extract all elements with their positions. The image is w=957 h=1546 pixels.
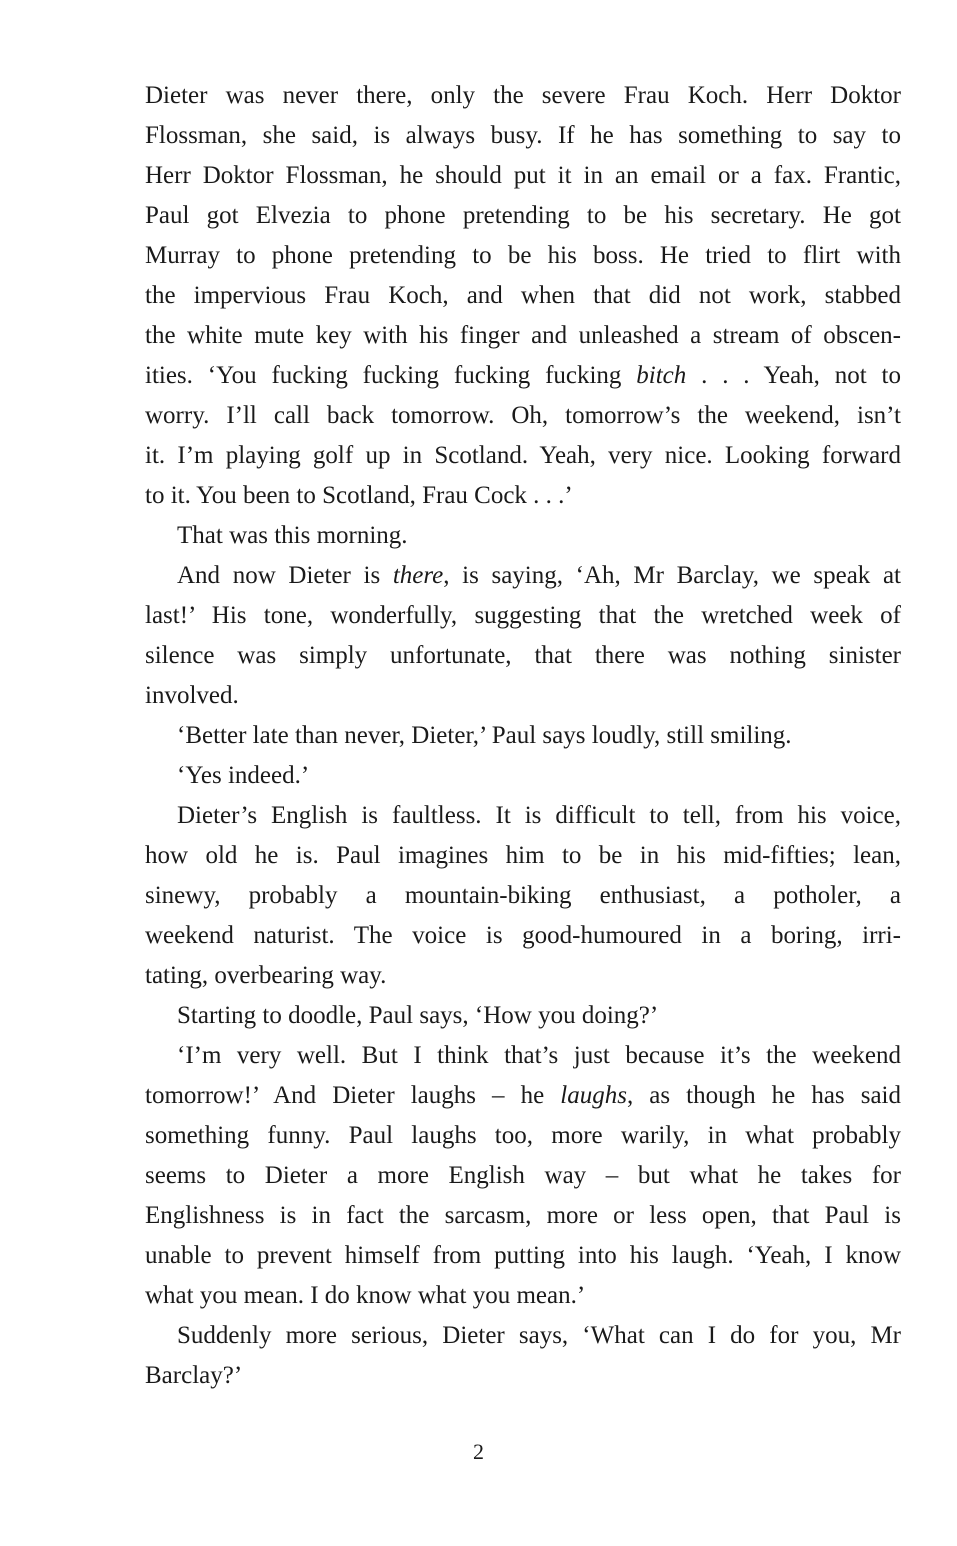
text-segment: . . . Yeah, not to [686, 362, 901, 389]
emphasized-word: bitch [636, 362, 687, 389]
text-line: Paul got Elvezia to phone pretending to be his secretary. He got [145, 202, 901, 229]
text-segment: tomorrow!’ And Dieter laughs – he [145, 1082, 561, 1109]
text-line: how old he is. Paul imagines him to be in his mid-fifties; lean, [145, 842, 901, 869]
text-line: ‘I’m very well. But I think that’s just because it’s the weekend [177, 1042, 901, 1069]
text-segment: And now Dieter is [177, 562, 393, 589]
text-segment: , is saying, ‘Ah, Mr Barclay, we speak at [443, 562, 901, 589]
text-line: Dieter was never there, only the severe Frau Koch. Herr Doktor [145, 82, 901, 109]
page-number: 2 [473, 1439, 484, 1464]
text-line [145, 1076, 901, 1116]
text-line: what you mean. I do know what you mean.’ [145, 1282, 586, 1309]
text-line: That was this morning. [177, 522, 408, 549]
emphasized-word: there [392, 562, 444, 589]
book-page-body [145, 76, 901, 1396]
text-line: to it. You been to Scotland, Frau Cock . . .’ [145, 482, 573, 509]
text-line: Dieter’s English is faultless. It is difficult to tell, from his voice, [177, 802, 901, 829]
text-line: Suddenly more serious, Dieter says, ‘What can I do for you, Mr [177, 1322, 901, 1349]
text-line: Englishness is in fact the sarcasm, more or less open, that Paul is [145, 1202, 901, 1229]
text-line: Flossman, she said, is always busy. If he has something to say to [145, 122, 901, 149]
text-line: the impervious Frau Koch, and when that did not work, stabbed [145, 282, 901, 309]
text-line: unable to prevent himself from putting into his laugh. ‘Yeah, I know [145, 1242, 901, 1269]
text-line: Murray to phone pretending to be his boss. He tried to flirt with [145, 242, 901, 269]
text-line: last!’ His tone, wonderfully, suggesting that the wretched week of [145, 602, 901, 629]
text-line: ‘Yes indeed.’ [177, 762, 310, 789]
text-segment: ities. ‘You fucking fucking fucking fucking [145, 362, 637, 389]
text-line: Barclay?’ [145, 1362, 243, 1389]
text-line [145, 356, 901, 396]
emphasized-word: laughs [560, 1082, 627, 1109]
text-line: the white mute key with his finger and unleashed a stream of obscen- [145, 322, 901, 349]
text-segment: , as though he has said [626, 1082, 901, 1109]
text-line: weekend naturist. The voice is good-humoured in a boring, irri- [145, 922, 901, 949]
text-line: Starting to doodle, Paul says, ‘How you doing?’ [177, 1002, 659, 1029]
text-line: ‘Better late than never, Dieter,’ Paul says loudly, still smiling. [177, 722, 792, 749]
text-line [145, 556, 901, 596]
text-line: it. I’m playing golf up in Scotland. Yeah, very nice. Looking forward [145, 442, 901, 469]
text-line: sinewy, probably a mountain-biking enthusiast, a potholer, a [145, 882, 901, 909]
text-line: silence was simply unfortunate, that there was nothing sinister [145, 642, 901, 669]
text-line: seems to Dieter a more English way – but what he takes for [145, 1162, 901, 1189]
text-line: Herr Doktor Flossman, he should put it in an email or a fax. Frantic, [145, 162, 901, 189]
text-line: something funny. Paul laughs too, more warily, in what probably [145, 1122, 901, 1149]
text-line: worry. I’ll call back tomorrow. Oh, tomorrow’s the weekend, isn’t [145, 402, 901, 429]
text-line: involved. [145, 682, 239, 709]
text-line: tating, overbearing way. [145, 962, 387, 989]
